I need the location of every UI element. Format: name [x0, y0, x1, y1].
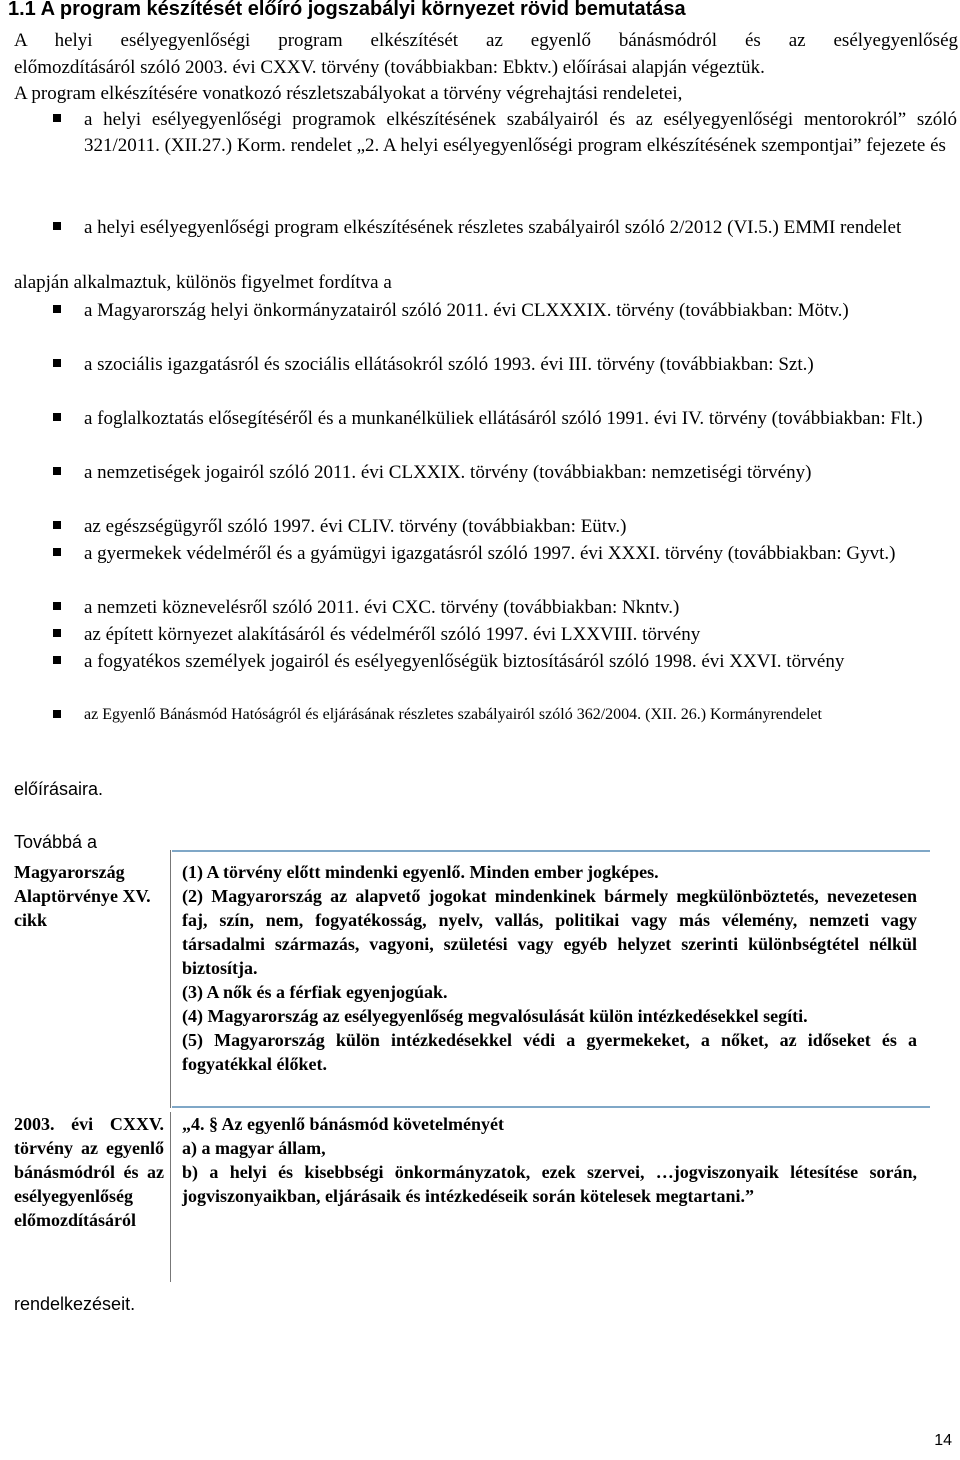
table-rule-top [172, 850, 930, 852]
rules-item: a helyi esélyegyenlőségi programok elkészítésének szabályairól és az esélyegyenlőségi mentorokról” szóló 321/2011. (XII.27.) Korm. rendelet „2. A helyi esélyegyenlőségi program elkészítésének szempontjai” fejezete és [84, 107, 957, 159]
table-divider-upper [170, 850, 171, 1108]
law-item: a fogyatékos személyek jogairól és esélyegyenlőségük biztosításáról szóló 1998. évi XXVI. törvény [84, 649, 957, 675]
provisions-word: előírásaira. [14, 779, 104, 799]
law-item: a Magyarország helyi önkormányzatairól szóló 2011. évi CLXXXIX. törvény (továbbiakban: Mötv.) [84, 298, 957, 324]
constitution-paragraph: (2) Magyarország az alapvető jogokat mindenkinek bármely megkülönböztetés, nevezetesen faj, szín, nem, fogyatékosság, nyelv, vallás, politikai vagy más vélemény, nemzeti vagy társadalmi származás, vagyoni, születési vagy egyéb helyzet szerinti különbségtétel nélkül biztosítja. [182, 886, 917, 978]
constitution-paragraph: (4) Magyarország az esélyegyenlőség megvalósulását külön intézkedésekkel segíti. [182, 1006, 808, 1026]
rules-intro: A program elkészítésére vonatkozó részletszabályokat a törvény végrehajtási rendeletei, [14, 83, 683, 104]
constitution-paragraph: (5) Magyarország külön intézkedésekkel védi a gyermekeket, a nőket, az időseket és a fogyatékkal élőket. [182, 1030, 917, 1074]
law-item: az egészségügyről szóló 1997. évi CLIV. törvény (továbbiakban: Eütv.) [84, 514, 957, 540]
law-item: az Egyenlő Bánásmód Hatóságról és eljárásának részletes szabályairól szóló 362/2004. (XII. 26.) Kormányrendelet [84, 705, 957, 725]
law-item: a gyermekek védelméről és a gyámügyi igazgatásról szóló 1997. évi XXXI. törvény (továbbiakban: Gyvt.) [84, 541, 957, 567]
table-row1-label: Magyarország Alaptörvénye XV. cikk [14, 862, 151, 930]
intro-line-1: A helyi esélyegyenlőségi program elkészítését az egyenlő bánásmódról és az esélyegyenlőség [14, 30, 958, 51]
law-item: a foglalkoztatás elősegítéséről és a munkanélküliek ellátásáról szóló 1991. évi IV. törvény (továbbiakban: Flt.) [84, 406, 957, 432]
law-item: a nemzeti köznevelésről szóló 2011. évi CXC. törvény (továbbiakban: Nkntv.) [84, 595, 957, 621]
section-heading: 1.1 A program készítését előíró jogszabályi környezet rövid bemutatása [8, 0, 686, 20]
table-rule-middle [172, 1106, 930, 1108]
applied-intro: alapján alkalmaztuk, különös figyelmet fordítva a [14, 272, 392, 293]
act-paragraph: a) a magyar állam, [182, 1138, 326, 1158]
furthermore-text: Továbbá a [14, 832, 98, 852]
law-item: a szociális igazgatásról és szociális ellátásokról szóló 1993. évi III. törvény (továbbiakban: Szt.) [84, 352, 957, 378]
act-paragraph: b) a helyi és kisebbségi önkormányzatok, ezek szervei, …jogviszonyaik létesítése során, jogviszonyaikban, eljárásaik és intézkedéseik során kötelesek megtartani.” [182, 1162, 917, 1206]
constitution-paragraph: (3) A nők és a férfiak egyenjogúak. [182, 982, 448, 1002]
table-row2-content [182, 1112, 917, 1208]
rules-item: a helyi esélyegyenlőségi program elkészítésének részletes szabályairól szóló 2/2012 (VI.5.) EMMI rendelet [84, 215, 957, 241]
page-number: 14 [934, 1432, 952, 1449]
law-item: az épített környezet alakításáról és védelméről szóló 1997. évi LXXVIII. törvény [84, 622, 957, 648]
act-paragraph: „4. § Az egyenlő bánásmód követelményét [182, 1114, 504, 1134]
closing-word: rendelkezéseit. [14, 1294, 136, 1314]
law-item: a nemzetiségek jogairól szóló 2011. évi CLXXIX. törvény (továbbiakban: nemzetiségi törvény) [84, 460, 957, 486]
table-row1-content [182, 860, 917, 1076]
table-divider-lower [170, 1112, 171, 1282]
table-row2-label: 2003. évi CXXV. törvény az egyenlő bánásmódról és az esélyegyenlőség előmozdításáról [14, 1114, 164, 1230]
constitution-paragraph: (1) A törvény előtt mindenki egyenlő. Minden ember jogképes. [182, 862, 659, 882]
intro-line-2: előmozdításáról szóló 2003. évi CXXV. törvény (továbbiakban: Ebktv.) előírásai alapján végeztük. [14, 57, 765, 78]
